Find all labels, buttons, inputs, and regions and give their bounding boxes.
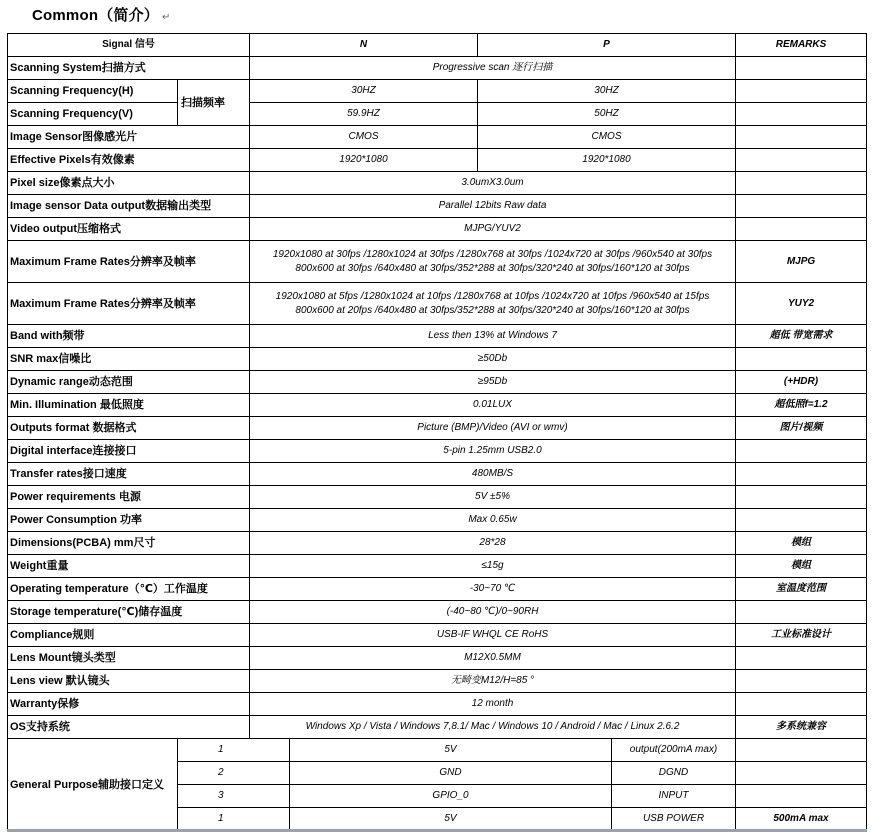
pin-number: 3 [178, 785, 290, 808]
row-label: Power requirements 电源 [8, 486, 250, 509]
frame-rates-line: 1920x1080 at 30fps /1280x1024 at 30fps /1280x768 at 30fps /1024x720 at 30fps /960x540 at 30fps [272, 248, 713, 260]
row-value-p: 30HZ [478, 80, 736, 103]
pin-description: DGND [612, 762, 736, 785]
header-n: N [250, 34, 478, 57]
pin-remark [736, 785, 867, 808]
row-value-n: 30HZ [250, 80, 478, 103]
row-label: Dimensions(PCBA) mm尺寸 [8, 532, 250, 555]
row-value: -30~70 ℃ [250, 578, 736, 601]
table-row [8, 283, 867, 325]
row-remark: 室温度范围 [736, 578, 867, 601]
row-remark [736, 80, 867, 103]
row-label: Pixel size像素点大小 [8, 172, 250, 195]
row-label: Scanning Frequency(V) [8, 103, 178, 126]
row-value-p: 50HZ [478, 103, 736, 126]
table-row [8, 394, 867, 417]
row-label: Warranty保修 [8, 693, 250, 716]
frame-rates-line: 800x600 at 30fps /640x480 at 30fps/352*288 at 30fps/320*240 at 30fps/160*120 at 30fps [295, 262, 690, 274]
table-row [8, 195, 867, 218]
pin-description: USB POWER [612, 808, 736, 831]
table-row [8, 149, 867, 172]
row-value: 12 month [250, 693, 736, 716]
table-row [8, 601, 867, 624]
scan-frequency-group: 扫描频率 [178, 80, 250, 126]
table-row [8, 486, 867, 509]
row-remark [736, 126, 867, 149]
row-label: Image Sensor图像感光片 [8, 126, 250, 149]
row-value-p: 1920*1080 [478, 149, 736, 172]
row-value: ≤15g [250, 555, 736, 578]
table-row [8, 440, 867, 463]
row-value: 3.0umX3.0um [250, 172, 736, 195]
row-label: Digital interface连接接口 [8, 440, 250, 463]
pin-number: 1 [178, 808, 290, 831]
row-value: 480MB/S [250, 463, 736, 486]
row-label: SNR max信噪比 [8, 348, 250, 371]
table-row [8, 417, 867, 440]
pin-remark [736, 739, 867, 762]
row-value: MJPG/YUV2 [250, 218, 736, 241]
row-value: Picture (BMP)/Video (AVI or wmv) [250, 417, 736, 440]
row-value: M12X0.5MM [250, 647, 736, 670]
row-label: Effective Pixels有效像素 [8, 149, 250, 172]
row-remark: 图片/视频 [736, 417, 867, 440]
row-value-n: CMOS [250, 126, 478, 149]
table-row [8, 509, 867, 532]
row-remark: 工业标准设计 [736, 624, 867, 647]
row-value: 无畸变M12/H=85 ° [250, 670, 736, 693]
row-remark: 超低 带宽需求 [736, 325, 867, 348]
table-row [8, 325, 867, 348]
row-label: Lens Mount镜头类型 [8, 647, 250, 670]
row-label: Scanning System扫描方式 [8, 57, 250, 80]
row-value: Less then 13% at Windows 7 [250, 325, 736, 348]
row-label: Transfer rates接口速度 [8, 463, 250, 486]
row-label: Outputs format 数据格式 [8, 417, 250, 440]
row-label: Power Consumption 功率 [8, 509, 250, 532]
table-row [8, 624, 867, 647]
row-label: Storage temperature(℃)储存温度 [8, 601, 250, 624]
row-label: Band with频带 [8, 325, 250, 348]
row-value: ≥50Db [250, 348, 736, 371]
row-remark: 模组 [736, 555, 867, 578]
row-remark: 超低照f=1.2 [736, 394, 867, 417]
row-remark: (+HDR) [736, 371, 867, 394]
general-purpose-label: General Purpose辅助接口定义 [8, 739, 178, 831]
row-remark [736, 172, 867, 195]
row-label: Compliance规则 [8, 624, 250, 647]
table-row [8, 463, 867, 486]
row-label: Maximum Frame Rates分辨率及帧率 [8, 283, 250, 325]
row-label: Dynamic range动态范围 [8, 371, 250, 394]
row-label: Operating temperature（℃）工作温度 [8, 578, 250, 601]
row-remark [736, 57, 867, 80]
row-remark: 多系统兼容 [736, 716, 867, 739]
paragraph-mark-icon: ↵ [162, 12, 171, 23]
row-remark [736, 348, 867, 371]
row-value: Parallel 12bits Raw data [250, 195, 736, 218]
pin-number: 1 [178, 739, 290, 762]
table-row [8, 716, 867, 739]
row-value: Progressive scan 逐行扫描 [250, 57, 736, 80]
pin-remark: 500mA max [736, 808, 867, 831]
row-remark: MJPG [736, 241, 867, 283]
table-row [8, 555, 867, 578]
row-remark [736, 647, 867, 670]
table-row [8, 578, 867, 601]
table-row [8, 693, 867, 716]
row-value-n: 1920*1080 [250, 149, 478, 172]
row-label: Scanning Frequency(H) [8, 80, 178, 103]
table-row [8, 57, 867, 80]
header-signal: Signal 信号 [8, 34, 250, 57]
row-value: 28*28 [250, 532, 736, 555]
pin-remark [736, 762, 867, 785]
pin-name: GPIO_0 [290, 785, 612, 808]
frame-rates-line: 800x600 at 20fps /640x480 at 30fps/352*288 at 30fps/320*240 at 30fps/160*120 at 30fps [295, 304, 690, 316]
row-value [250, 283, 736, 325]
row-remark: YUY2 [736, 283, 867, 325]
row-value: 5-pin 1.25mm USB2.0 [250, 440, 736, 463]
row-value: USB-IF WHQL CE RoHS [250, 624, 736, 647]
row-remark [736, 670, 867, 693]
table-row [8, 241, 867, 283]
table-row [8, 126, 867, 149]
spec-table [7, 33, 867, 831]
row-label: Weight重量 [8, 555, 250, 578]
table-row [8, 670, 867, 693]
heading-text: Common（简介） [32, 7, 159, 24]
header-row [8, 34, 867, 57]
header-remarks: REMARKS [736, 34, 867, 57]
row-label: Lens view 默认镜头 [8, 670, 250, 693]
row-value: ≥95Db [250, 371, 736, 394]
row-remark [736, 149, 867, 172]
pin-number: 2 [178, 762, 290, 785]
table-row [8, 647, 867, 670]
pin-description: output(200mA max) [612, 739, 736, 762]
row-remark [736, 195, 867, 218]
table-row [8, 532, 867, 555]
row-label: Min. Illumination 最低照度 [8, 394, 250, 417]
table-row [8, 172, 867, 195]
row-remark: 模组 [736, 532, 867, 555]
row-value [250, 241, 736, 283]
row-remark [736, 693, 867, 716]
table-row [8, 348, 867, 371]
row-value-p: CMOS [478, 126, 736, 149]
row-remark [736, 601, 867, 624]
pin-description: INPUT [612, 785, 736, 808]
row-label: Maximum Frame Rates分辨率及帧率 [8, 241, 250, 283]
row-value: 5V ±5% [250, 486, 736, 509]
pin-name: GND [290, 762, 612, 785]
row-remark [736, 509, 867, 532]
row-value: Max 0.65w [250, 509, 736, 532]
table-row [8, 371, 867, 394]
row-label: OS支持系统 [8, 716, 250, 739]
table-row [8, 80, 867, 103]
pin-name: 5V [290, 739, 612, 762]
row-remark [736, 103, 867, 126]
row-remark [736, 218, 867, 241]
row-value: 0.01LUX [250, 394, 736, 417]
row-remark [736, 463, 867, 486]
table-row [8, 218, 867, 241]
row-value: (-40~80 ℃)/0~90RH [250, 601, 736, 624]
table-row [8, 739, 867, 762]
page-heading [32, 4, 171, 25]
table-row [8, 103, 867, 126]
row-remark [736, 440, 867, 463]
row-remark [736, 486, 867, 509]
header-p: P [478, 34, 736, 57]
row-value-n: 59.9HZ [250, 103, 478, 126]
row-label: Image sensor Data output数据输出类型 [8, 195, 250, 218]
frame-rates-line: 1920x1080 at 5fps /1280x1024 at 10fps /1280x768 at 10fps /1024x720 at 10fps /960x540 at 15fps [275, 290, 710, 302]
pin-name: 5V [290, 808, 612, 831]
row-label: Video output压缩格式 [8, 218, 250, 241]
row-value: Windows Xp / Vista / Windows 7,8.1/ Mac / Windows 10 / Android / Mac / Linux 2.6.2 [250, 716, 736, 739]
